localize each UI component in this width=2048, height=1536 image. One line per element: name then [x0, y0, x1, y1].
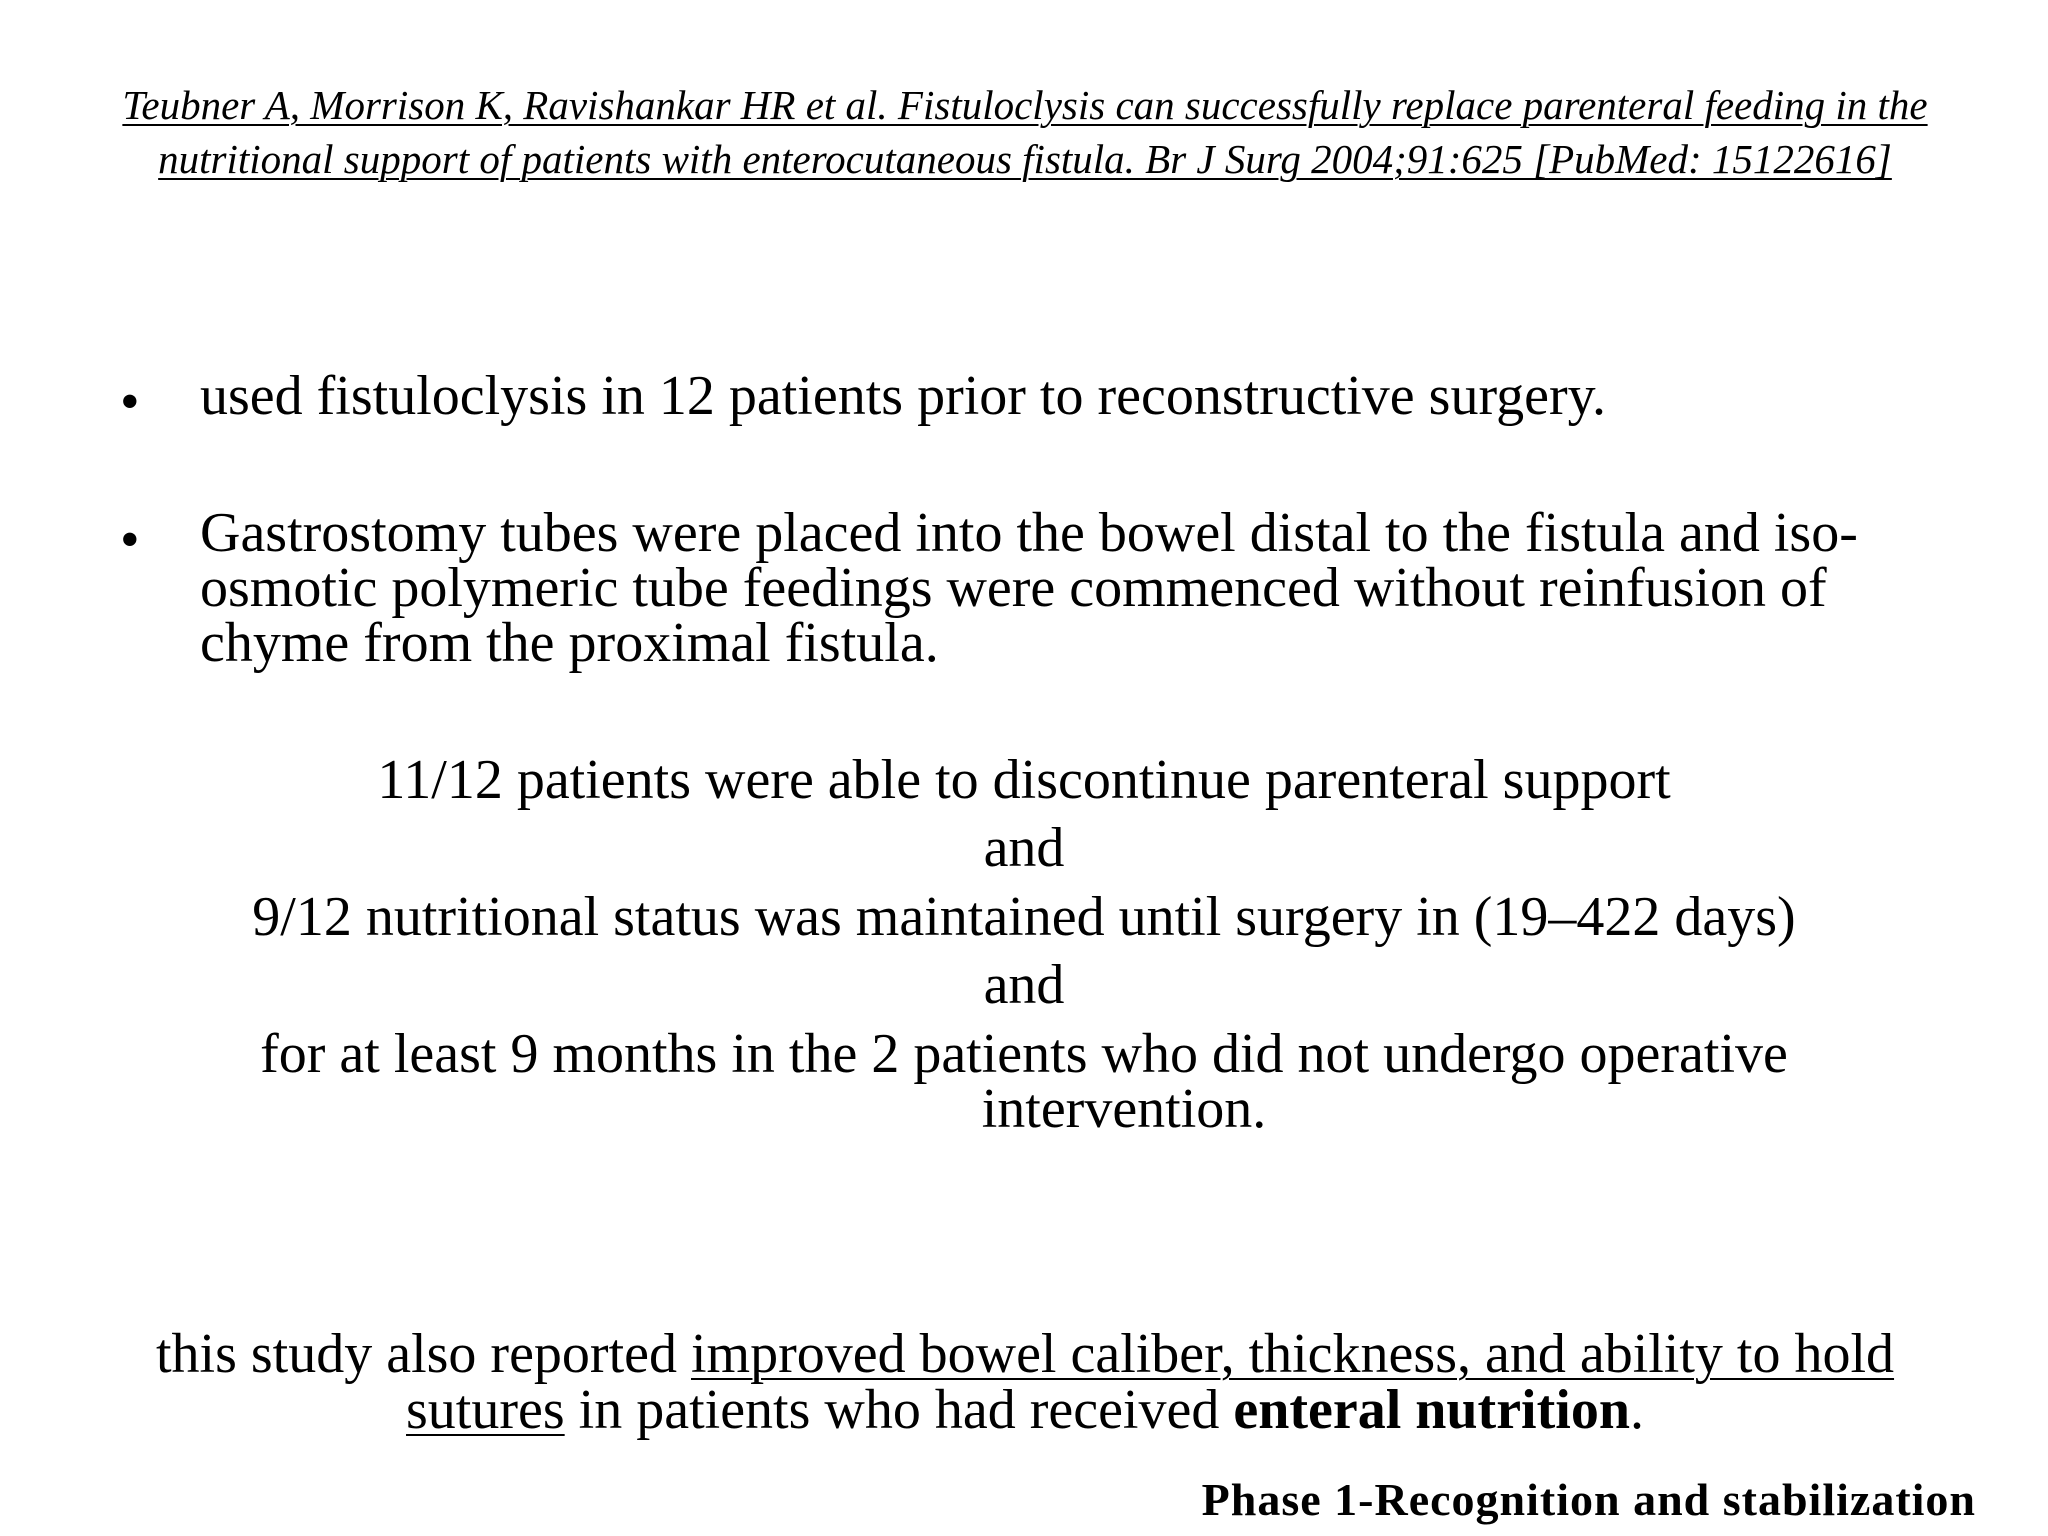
result-and: and	[983, 954, 1065, 1016]
bullet-line: osmotic polymeric tube feedings were commenced without reinfusion of	[200, 557, 1827, 619]
result-line-nine-months: for at least 9 months in the 2 patients who did not undergo operative	[260, 1023, 1788, 1085]
bullet-item-fistuloclysis: used fistuloclysis in 12 patients prior to reconstructive surgery.	[200, 365, 1606, 427]
bullet-marker: •	[120, 371, 140, 433]
closing-underlined-sutures: sutures	[406, 1379, 565, 1441]
result-and: and	[983, 817, 1065, 879]
result-line-intervention: intervention.	[981, 1078, 1267, 1140]
closing-prefix: this study also reported	[155, 1323, 691, 1385]
bullet-marker: •	[120, 509, 140, 571]
closing-middle: in patients who had received	[564, 1379, 1234, 1441]
phase-label: Phase 1-Recognition and stabilization	[1201, 1474, 1976, 1525]
bullet-line: chyme from the proximal fistula.	[200, 612, 939, 674]
result-line-discontinue: 11/12 patients were able to discontinue parenteral support	[377, 749, 1671, 811]
bullet-line: Gastrostomy tubes were placed into the bowel distal to the fistula and iso-	[200, 502, 1858, 564]
closing-statement	[110, 1323, 1940, 1441]
closing-bold-enteral: enteral nutrition	[1233, 1379, 1630, 1441]
closing-suffix: .	[1629, 1379, 1644, 1441]
result-line-maintained: 9/12 nutritional status was maintained until surgery in (19–422 days)	[252, 886, 1796, 948]
citation-reference: Teubner A, Morrison K, Ravishankar HR et al. Fistuloclysis can successfully replace parenteral feeding in the nutritional support of patients with enterocutaneous fistula. Br J Surg 2004;91:625 [PubMed: 15122616]	[122, 82, 1928, 182]
bullet-item-gastrostomy	[200, 502, 1920, 674]
closing-underlined-bowel: improved bowel caliber, thickness, and ability to hold	[691, 1323, 1895, 1385]
